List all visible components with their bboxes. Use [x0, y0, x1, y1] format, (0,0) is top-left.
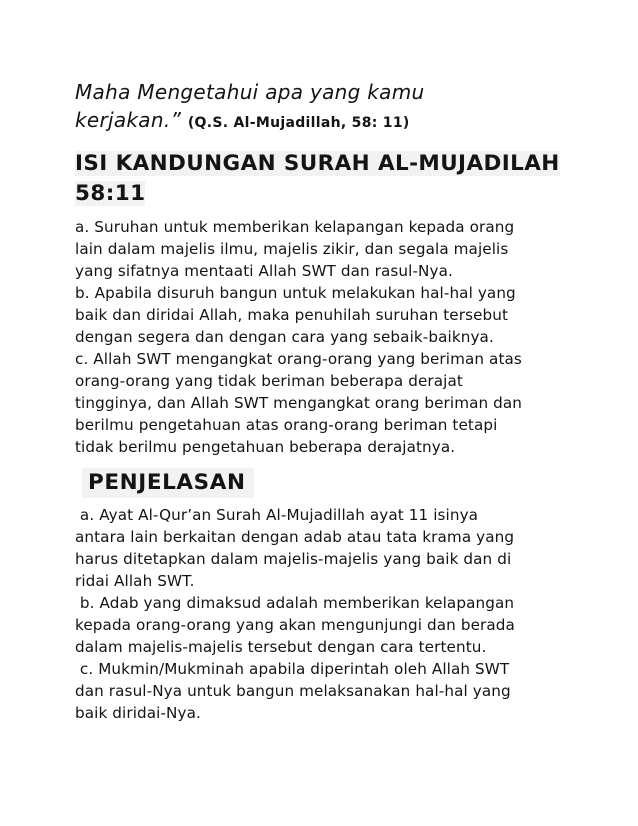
isi-kandungan-body: [75, 216, 575, 458]
body-line: antara lain berkaitan dengan adab atau tata krama yang: [75, 528, 515, 546]
body-line: c. Allah SWT mengangkat orang-orang yang beriman atas: [75, 350, 522, 368]
body-line: harus ditetapkan dalam majelis-majelis yang baik dan di: [75, 550, 512, 568]
body-line: a. Suruhan untuk memberikan kelapangan kepada orang: [75, 218, 515, 236]
body-line: lain dalam majelis ilmu, majelis zikir, dan segala majelis: [75, 240, 509, 258]
quote-reference: (Q.S. Al-Mujadillah, 58: 11): [187, 115, 410, 131]
body-line: b. Adab yang dimaksud adalah memberikan kelapangan: [75, 594, 515, 612]
body-line: dengan segera dan dengan cara yang sebaik-baiknya.: [75, 328, 494, 346]
body-line: dalam majelis-majelis tersebut dengan cara tertentu.: [75, 638, 487, 656]
penjelasan-body: [75, 504, 575, 724]
body-line: berilmu pengetahuan atas orang-orang beriman tetapi: [75, 416, 498, 434]
body-line: orang-orang yang tidak beriman beberapa derajat: [75, 372, 463, 390]
body-line: tidak berilmu pengetahuan beberapa derajatnya.: [75, 438, 456, 456]
quote-line-2: kerjakan.: [75, 108, 171, 132]
quote-text: [75, 78, 575, 137]
quote-closing-mark: ”: [170, 108, 182, 132]
body-line: baik dan diridai Allah, maka penuhilah suruhan tersebut: [75, 306, 509, 324]
section-heading-isi-kandungan: [75, 149, 575, 209]
body-line: ridai Allah SWT.: [75, 572, 195, 590]
body-line: baik diridai-Nya.: [75, 704, 201, 722]
body-line: dan rasul-Nya untuk bangun melaksanakan hal-hal yang: [75, 682, 511, 700]
document-page: [75, 78, 575, 724]
body-line: yang sifatnya mentaati Allah SWT dan rasul-Nya.: [75, 262, 453, 280]
body-line: c. Mukmin/Mukminah apabila diperintah oleh Allah SWT: [75, 660, 510, 678]
body-line: tingginya, dan Allah SWT mengangkat orang beriman dan: [75, 394, 523, 412]
quote-line-1: Maha Mengetahui apa yang kamu: [75, 80, 425, 104]
heading-line-1: ISI KANDUNGAN SURAH AL-MUJADILAH: [75, 151, 560, 176]
body-line: b. Apabila disuruh bangun untuk melakukan hal-hal yang: [75, 284, 516, 302]
body-line: kepada orang-orang yang akan mengunjungi dan berada: [75, 616, 515, 634]
section-heading-penjelasan: PENJELASAN: [82, 468, 254, 498]
body-line: a. Ayat Al-Qur’an Surah Al-Mujadillah ayat 11 isinya: [75, 506, 479, 524]
heading-line-2: 58:11: [75, 181, 146, 206]
